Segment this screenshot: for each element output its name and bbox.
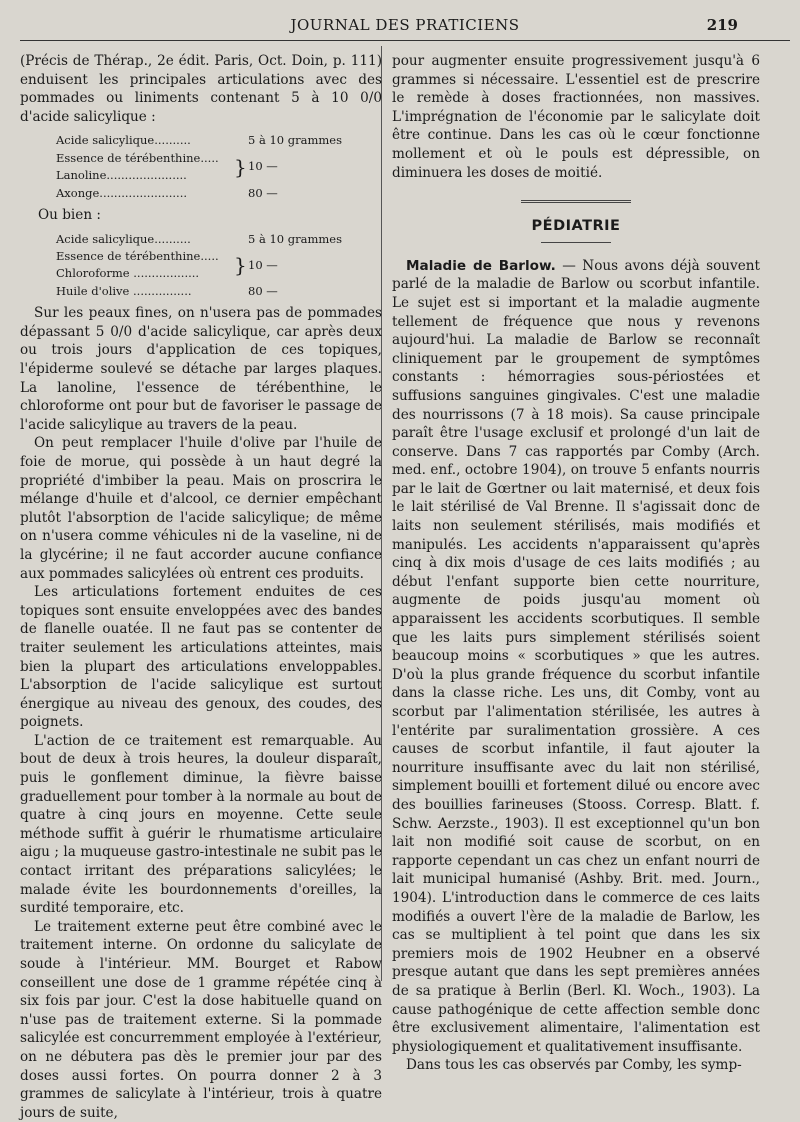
running-title: JOURNAL DES PRATICIENS: [290, 16, 520, 34]
paragraph: Dans tous les cas observés par Comby, les symp-: [406, 1057, 742, 1074]
paragraph: pour augmenter ensuite progressivement jusqu'à 6 grammes si nécessaire. L'essentiel est de prescrire le remède à doses fractionnées, non massives. L'imprégnation de l'économie par le salicylate doit être continue. Dans les cas où le cœur fonctionne mollement et où le pouls est dépressible, on diminuera les doses de moitié.: [392, 53, 760, 181]
section-title: PÉDIATRIE: [531, 218, 621, 235]
recipe-ingredient: Acide salicylique..........: [56, 133, 191, 148]
recipe-ingredient: Axonge........................: [56, 185, 188, 200]
paragraph: Sur les peaux fines, on n'usera pas de pommades dépassant 5 0/0 d'acide salicylique, car après deux ou trois jours d'application de ces topiques, l'épiderme soulevé se détache par larges plaques. La lanoline, l'essence de térébenthine, le chloroforme ont pour but de favoriser le passage de l'acide salicylique au travers de la peau.: [20, 305, 382, 433]
recipe-quantity: 5 à 10 grammes: [248, 133, 343, 148]
paragraph: Le traitement externe peut être combiné avec le traitement interne. On ordonne du salicylate de soude à l'intérieur. MM. Bourget et Rabow conseillent une dose de 1 gramme répétée cinq à six fois par jour. C'est la dose habituelle quand on n'use pas de traitement externe. Si la pommade salicylée est concurremment employée à l'extérieur, on ne débutera pas dès le premier jour par des doses aussi fortes. On pourra donner 2 à 3 grammes de salicylate à l'intérieur, trois à quatre jours de suite,: [20, 918, 382, 1121]
article-lead: Maladie de Barlow.: [406, 257, 556, 274]
recipe-row: [56, 150, 356, 167]
recipe-row: [56, 132, 356, 149]
right-column: [392, 52, 760, 1075]
recipe-ingredient: Essence de térébenthine.....: [56, 249, 219, 263]
recipe-row: [56, 283, 356, 300]
recipe-ingredient: Essence de térébenthine.....: [56, 150, 219, 165]
recipe-row: [56, 231, 356, 248]
recipe-table-2: [56, 231, 356, 301]
recipe-table-1: [56, 132, 356, 202]
left-column: [20, 52, 382, 1122]
recipe-quantity: 80 —: [248, 185, 278, 200]
recipe-ingredient: Lanoline......................: [56, 168, 187, 183]
recipe-ingredient: Chloroforme ..................: [56, 266, 200, 281]
brace-glyph: }: [234, 253, 247, 278]
article-body: — Nous avons déjà souvent parlé de la maladie de Barlow ou scorbut infantile. Le sujet est si important et la maladie augmente tellement de fréquence que nous y revenons aujourd'hui. La maladie de Barlow se reconnaît cliniquement par le groupement de symptômes constants : hémorragies sous-périostées et suffusions sanguines gingivales. C'est une maladie des nourrissons (7 à 18 mois). Sa cause principale paraît être l'usage exclusif et prolongé d'un lait de conserve. Dans 7 cas rapportés par Comby (Arch. med. enf., octobre 1904), on trouve 5 enfants nourris par le lait de Gœrtner ou lait maternisé, et deux fois le lait stérilisé de Val Brenne. Il s'agissait donc de laits non seulement stérilisés, mais modifiés et manipulés. Les accidents n'apparaissent qu'après cinq à dix mois d'usage de ces laits modifiés ; au début l'enfant supporte bien cette nourriture, augmente de poids jusqu'au moment où apparaissent les accidents scorbutiques. Il semble que les laits purs simplement stérilisés soient beaucoup moins « scorbutiques » que les autres. D'où la plus grande fréquence du scorbut infantile dans la classe riche. Les uns, dit Comby, vont au scorbut par l'alimentation stérilisée, les autres à l'entérite par suralimentation grossière. A ces causes de scorbut infantile, il faut ajouter la nourriture insuffisante avec du lait non stérilisé, simplement bouilli et fortement dilué ou encore avec des bouillies farineuses (Stooss. Corresp. Blatt. f. Schw. Aerzste., 1903). Il est exceptionnel qu'un bon lait non modifié soit cause de scorbut, on en rapporte cependant un cas chez un enfant nourri de lait municipal humanisé (Ashby. Brit. med. Journ., 1904). L'introduction dans le commerce de ces laits modifiés a ouvert l'ère de la maladie de Barlow, les cas se multiplient à tel point que dans les six premiers mois de 1902 Heubner en a observé presque autant que dans les sept premières années de sa pratique à Berlin (Berl. Kl. Woch., 1903). La cause pathogénique de cette affection semble donc être exclusivement alimentaire, l'alimentation est physiologiquement et qualitativement insuffisante.: [392, 257, 760, 1055]
recipe-ingredient: Acide salicylique..........: [56, 231, 191, 246]
section-separator: [521, 200, 631, 203]
page-number: 219: [706, 16, 738, 34]
ou-bien-label: Ou bien :: [38, 207, 101, 223]
page-header: [20, 14, 790, 41]
paragraph: [392, 257, 760, 1057]
section-title-underline: [541, 242, 611, 243]
paragraph: (Précis de Thérap., 2e édit. Paris, Oct. Doin, p. 111) enduisent les principales articulations avec des pommades ou liniments contenant 5 à 10 0/0 d'acide salicylique :: [20, 53, 382, 125]
recipe-quantity: 10 —: [248, 257, 278, 272]
recipe-quantity: 5 à 10 grammes: [248, 231, 343, 246]
paragraph: On peut remplacer l'huile d'olive par l'huile de foie de morue, qui possède à un haut degré la propriété d'imbiber la peau. Mais on proscrira le mélange d'huile et d'alcool, ce dernier empêchant plutôt l'absorption de l'acide salicylique; de même on n'usera comme véhicules ni de la vaseline, ni de la glycérine; il ne faut accorder aucune confiance aux pommades salicylées où entrent ces produits.: [20, 435, 382, 582]
paragraph: Les articulations fortement enduites de ces topiques sont ensuite enveloppées avec des bandes de flanelle ouatée. Il ne faut pas se contenter de traiter seulement les articulations atteintes, mais bien la plupart des articulations enveloppables. L'absorption de l'acide salicylique est surtout énergique au niveau des genoux, des coudes, des poignets.: [20, 584, 382, 731]
recipe-quantity: 80 —: [248, 283, 278, 298]
recipe-row: [56, 185, 356, 202]
recipe-row: [56, 248, 356, 265]
brace-glyph: }: [234, 155, 247, 180]
recipe-ingredient: Huile d'olive ................: [56, 283, 192, 298]
paragraph: L'action de ce traitement est remarquable. Au bout de deux à trois heures, la douleur disparaît, puis le gonflement diminue, la fièvre baisse graduellement pour tomber à la normale au bout de quatre à cinq jours en moyenne. Cette seule méthode suffit à guérir le rhumatisme articulaire aigu ; la muqueuse gastro-intestinale ne subit pas le contact irritant des préparations salicylées; le malade évite les bourdonnements d'oreilles, la surdité temporaire, etc.: [20, 732, 382, 917]
recipe-quantity: 10 —: [248, 159, 278, 174]
